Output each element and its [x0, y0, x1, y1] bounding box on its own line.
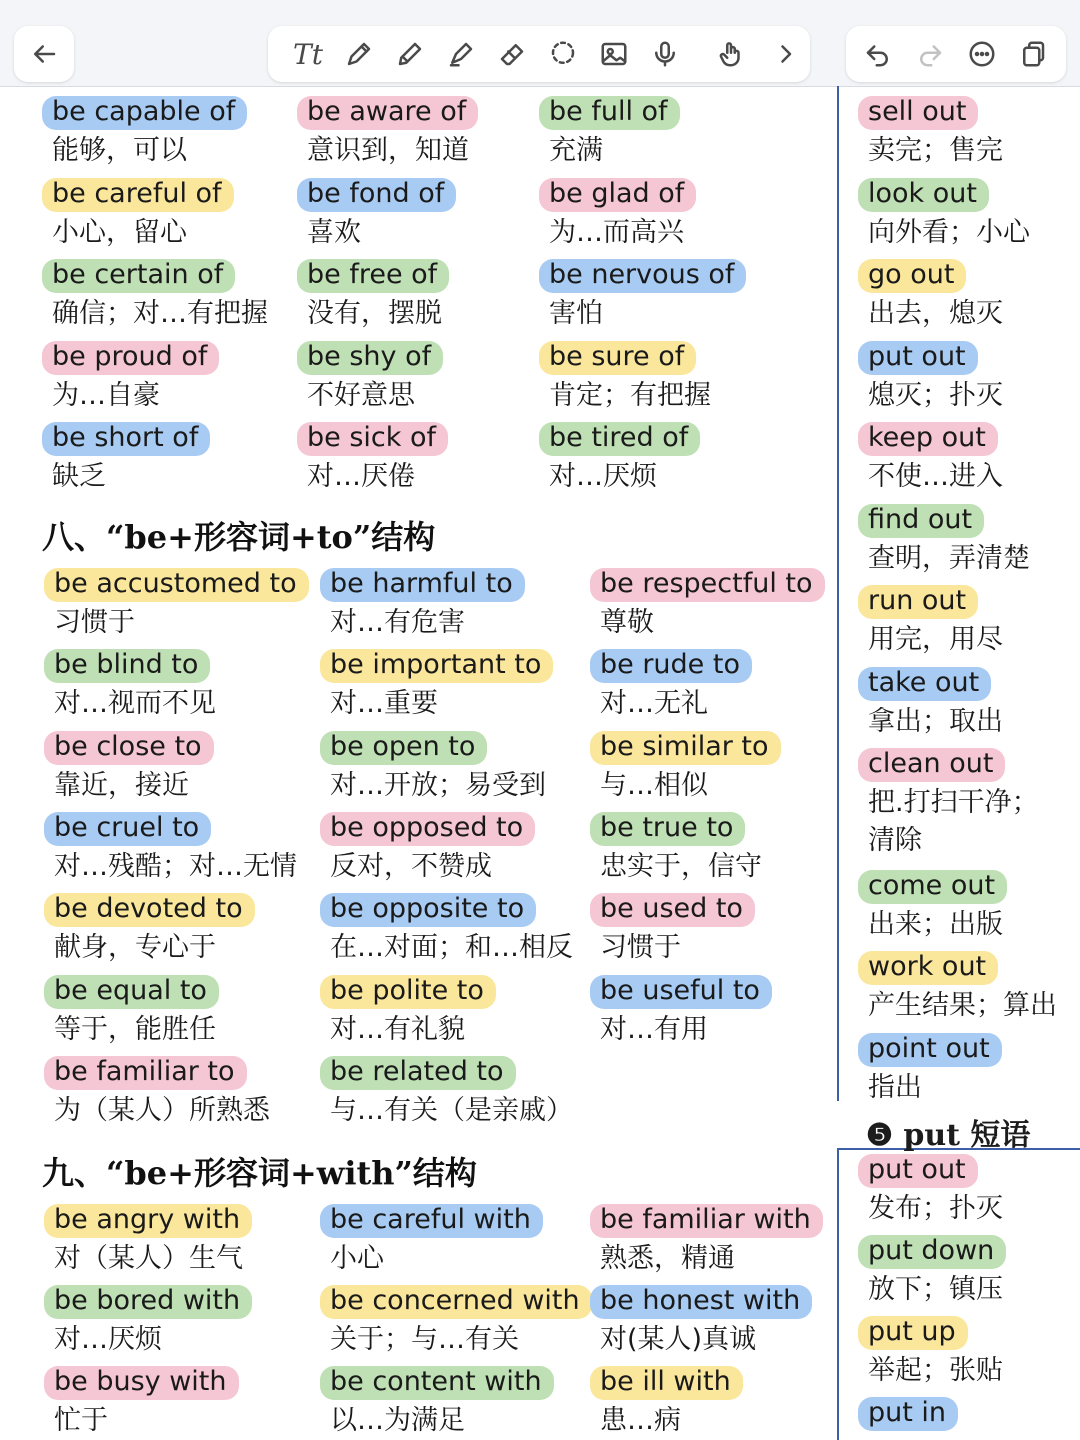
phrase-chinese: 产生结果；算出 — [868, 990, 1057, 1021]
phrase-chinese: 害怕 — [549, 298, 603, 329]
phrase-english: be respectful to — [590, 568, 825, 602]
phrase-entry — [44, 1056, 270, 1128]
phrase-chinese: 缺乏 — [52, 461, 106, 492]
eraser-tool-button[interactable] — [492, 30, 532, 78]
phrase-chinese: 以…为满足 — [330, 1405, 465, 1436]
phrase-english: find out — [858, 504, 984, 538]
phrase-entry — [858, 504, 1030, 576]
redo-icon — [915, 39, 945, 69]
phrase-entry — [42, 422, 210, 494]
image-tool-button[interactable] — [594, 30, 634, 78]
phrase-entry — [858, 951, 1057, 1023]
phrase-english: go out — [858, 259, 966, 293]
phrase-english: be accustomed to — [44, 568, 309, 602]
phrase-entry — [858, 178, 1030, 250]
phrase-chinese: 把.打扫干净； — [868, 787, 1039, 818]
more-button[interactable] — [962, 30, 1002, 78]
phrase-chinese: 在…对面；和…相反 — [330, 932, 573, 964]
phrase-entry — [44, 812, 297, 884]
phrase-entry — [858, 1235, 1006, 1307]
heading-be-adj-to: 八、“be+形容词+to”结构 — [42, 518, 436, 556]
phrase-entry — [590, 649, 752, 721]
phrase-entry — [590, 1204, 823, 1276]
phrase-chinese: 对…有礼貌 — [330, 1013, 465, 1045]
phrase-chinese: 发布；扑灭 — [868, 1193, 1003, 1224]
phrase-english: be opposed to — [320, 812, 535, 846]
phrase-english: be familiar to — [44, 1056, 247, 1090]
phrase-entry — [44, 649, 216, 721]
phrase-chinese: 放下；镇压 — [868, 1274, 1003, 1305]
phrase-chinese: 患…病 — [600, 1405, 681, 1436]
phrase-english: be shy of — [297, 341, 443, 375]
phrase-english: be close to — [44, 731, 214, 765]
phrase-english: put in — [858, 1397, 958, 1431]
phrase-english: be sick of — [297, 422, 448, 456]
phrase-entry — [44, 1204, 252, 1276]
phrase-chinese: 熟悉，精通 — [600, 1243, 735, 1274]
phrase-english: be concerned with — [320, 1285, 592, 1319]
phrase-entry — [297, 259, 449, 331]
phrase-entry — [858, 96, 1003, 168]
phrase-english: be cruel to — [44, 812, 211, 846]
phrase-english: be bored with — [44, 1285, 252, 1319]
phrase-english: be nervous of — [539, 259, 746, 293]
phrase-entry — [297, 341, 443, 413]
column-divider-lower — [837, 1148, 839, 1440]
phrase-english: be harmful to — [320, 568, 525, 602]
phrase-chinese: 反对，不赞成 — [330, 850, 492, 882]
phrase-entry — [320, 731, 546, 803]
phrase-entry — [320, 649, 553, 721]
phrase-chinese: 对…开放；易受到 — [330, 769, 546, 801]
phrase-english: keep out — [858, 422, 998, 456]
phrase-chinese: 查明，弄清楚 — [868, 542, 1030, 574]
phrase-english: be free of — [297, 259, 449, 293]
phrase-entry — [44, 568, 309, 640]
phrase-english: be tired of — [539, 422, 700, 456]
phrase-english: work out — [858, 951, 998, 985]
phrase-english: be related to — [320, 1056, 516, 1090]
phrase-english: come out — [858, 870, 1007, 904]
back-button[interactable] — [14, 26, 74, 82]
phrase-english: be important to — [320, 649, 553, 683]
text-tool-icon: Tt — [293, 37, 323, 71]
phrase-chinese-cont: 清除 — [868, 825, 922, 856]
phrase-chinese: 用完，用尽 — [868, 624, 1003, 655]
toolbar — [0, 0, 1080, 87]
undo-icon — [863, 39, 893, 69]
phrase-english: be full of — [539, 96, 680, 130]
phrase-entry — [44, 731, 214, 803]
phrase-entry — [858, 1033, 1002, 1105]
phrase-english: look out — [858, 178, 989, 212]
pen-tool-button[interactable] — [339, 30, 379, 78]
phrase-english: be proud of — [42, 341, 219, 375]
more-tools-button[interactable] — [765, 30, 805, 78]
phrase-chinese: 为…自豪 — [52, 379, 160, 411]
phrase-english: be used to — [590, 893, 755, 927]
phrase-chinese: 向外看；小心 — [868, 216, 1030, 248]
pencil-icon — [395, 39, 425, 69]
phrase-chinese: 肯定；有把握 — [549, 379, 711, 411]
phrase-chinese: 为（某人）所熟悉 — [54, 1094, 270, 1126]
phrase-chinese: 卖完；售完 — [868, 135, 1003, 166]
phrase-chinese: 充满 — [549, 135, 603, 166]
phrase-chinese: 忙于 — [54, 1405, 108, 1436]
phrase-english: be aware of — [297, 96, 478, 130]
phrase-entry — [297, 96, 478, 168]
pencil-tool-button[interactable] — [390, 30, 430, 78]
phrase-entry — [320, 1285, 592, 1357]
phrase-english: be opposite to — [320, 893, 536, 927]
phrase-entry — [320, 1056, 573, 1128]
phrase-english: clean out — [858, 748, 1005, 782]
phrase-entry — [590, 812, 762, 884]
lasso-tool-button[interactable] — [543, 30, 583, 78]
phrase-entry — [590, 1285, 812, 1357]
phrase-chinese: 没有，摆脱 — [307, 298, 442, 329]
phrase-chinese: 等于，能胜任 — [54, 1013, 216, 1045]
phrase-entry — [297, 178, 456, 250]
phrase-entry — [539, 178, 696, 250]
mic-tool-button[interactable] — [645, 30, 685, 78]
phrase-chinese: 出去，熄灭 — [868, 298, 1003, 329]
phrase-chinese: 小心，留心 — [52, 216, 187, 248]
phrase-english: run out — [858, 585, 978, 619]
phrase-chinese: 与…有关（是亲戚） — [330, 1094, 573, 1126]
phrase-chinese: 关于；与…有关 — [330, 1324, 519, 1355]
phrase-entry — [590, 893, 755, 965]
phrase-entry — [590, 568, 825, 640]
image-icon — [599, 39, 629, 69]
phrase-chinese: 对…厌倦 — [307, 461, 415, 492]
phrase-entry — [858, 259, 1003, 331]
phrase-entry — [858, 870, 1007, 942]
highlighter-icon — [446, 39, 476, 69]
chevron-right-icon — [770, 39, 800, 69]
phrase-english: be open to — [320, 731, 487, 765]
mic-icon — [650, 39, 680, 69]
column-divider — [837, 86, 839, 1101]
phrase-entry — [590, 1366, 743, 1438]
phrase-entry — [858, 667, 1003, 739]
phrase-entry — [42, 96, 247, 168]
phrase-chinese: 对…有用 — [600, 1013, 708, 1045]
phrase-entry — [590, 731, 781, 803]
phrase-chinese: 对…残酷；对…无情 — [54, 850, 297, 882]
phrase-chinese: 喜欢 — [307, 216, 361, 248]
phrase-english: put out — [858, 341, 978, 375]
phrase-entry — [858, 422, 1003, 494]
pages-icon — [1018, 39, 1048, 69]
phrase-entry — [858, 1316, 1003, 1388]
phrase-chinese: 小心 — [330, 1243, 384, 1274]
phrase-english: be devoted to — [44, 893, 255, 927]
eraser-icon — [497, 39, 527, 69]
phrase-entry — [320, 568, 525, 640]
pen-icon — [344, 39, 374, 69]
phrase-english: put down — [858, 1235, 1006, 1269]
phrase-chinese: 尊敬 — [600, 607, 654, 638]
phrase-entry — [320, 1366, 554, 1438]
phrase-english: be capable of — [42, 96, 247, 130]
phrase-entry — [42, 341, 219, 413]
phrase-english: be content with — [320, 1366, 554, 1400]
phrase-english: be familiar with — [590, 1204, 823, 1238]
phrase-english: be fond of — [297, 178, 456, 212]
phrase-chinese: 与…相似 — [600, 769, 708, 801]
phrase-chinese: 对…厌烦 — [549, 461, 657, 492]
phrase-chinese: 出来；出版 — [868, 908, 1003, 940]
phrase-english: point out — [858, 1033, 1002, 1067]
phrase-chinese: 举起；张贴 — [868, 1355, 1003, 1386]
phrase-english: be similar to — [590, 731, 781, 765]
phrase-english: put up — [858, 1316, 968, 1350]
phrase-chinese: 确信；对…有把握 — [52, 298, 268, 329]
heading-be-adj-with: 九、“be+形容词+with”结构 — [42, 1154, 477, 1192]
phrase-english: be equal to — [44, 975, 219, 1009]
phrase-english: be rude to — [590, 649, 752, 683]
phrase-chinese: 不使…进入 — [868, 461, 1003, 492]
phrase-chinese: 对…视而不见 — [54, 688, 216, 720]
phrase-chinese: 拿出；取出 — [868, 705, 1003, 737]
phrase-chinese: 能够，可以 — [52, 135, 187, 166]
phrase-entry — [44, 1285, 252, 1357]
phrase-chinese: 靠近，接近 — [54, 769, 189, 801]
phrase-chinese: 对(某人)真诚 — [600, 1324, 757, 1355]
phrase-english: sell out — [858, 96, 978, 130]
phrase-chinese: 对…有危害 — [330, 607, 465, 638]
phrase-english: put out — [858, 1154, 978, 1188]
phrase-english: be careful of — [42, 178, 234, 212]
phrase-english: be sure of — [539, 341, 696, 375]
phrase-chinese: 对（某人）生气 — [54, 1243, 243, 1274]
phrase-entry — [320, 893, 573, 965]
phrase-entry — [858, 1154, 1003, 1226]
phrase-chinese: 习惯于 — [600, 932, 681, 964]
phrase-english: be true to — [590, 812, 745, 846]
pages-button[interactable] — [1013, 30, 1053, 78]
phrase-chinese: 指出 — [868, 1071, 922, 1103]
phrase-entry — [539, 341, 711, 413]
phrase-entry — [539, 259, 746, 331]
phrase-chinese: 对…厌烦 — [54, 1324, 162, 1355]
phrase-entry — [44, 1366, 239, 1438]
phrase-entry — [320, 1204, 543, 1276]
phrase-english: be certain of — [42, 259, 235, 293]
heading-put-phrases: ❺ put 短语 — [866, 1118, 1031, 1153]
phrase-entry — [297, 422, 448, 494]
phrase-chinese: 意识到，知道 — [307, 135, 469, 166]
touch-tool-button[interactable] — [711, 30, 751, 78]
text-tool-button[interactable] — [288, 30, 328, 78]
phrase-english: be useful to — [590, 975, 772, 1009]
phrase-entry — [42, 259, 268, 331]
phrase-entry — [42, 178, 234, 250]
phrase-entry — [858, 585, 1003, 657]
phrase-english: take out — [858, 667, 991, 701]
phrase-entry — [44, 975, 219, 1047]
phrase-entry — [539, 96, 680, 168]
phrase-chinese: 对…无礼 — [600, 688, 708, 720]
phrase-chinese: 忠实于，信守 — [600, 850, 762, 882]
phrase-english: be careful with — [320, 1204, 543, 1238]
phrase-english: be ill with — [590, 1366, 743, 1400]
redo-button[interactable] — [910, 30, 950, 78]
phrase-entry — [858, 1397, 958, 1431]
phrase-chinese: 献身，专心于 — [54, 932, 216, 964]
phrase-english: be honest with — [590, 1285, 812, 1319]
more-icon — [967, 39, 997, 69]
phrase-chinese: 熄灭；扑灭 — [868, 379, 1003, 411]
phrase-chinese: 习惯于 — [54, 607, 135, 638]
phrase-entry — [320, 812, 535, 884]
phrase-entry — [44, 893, 255, 965]
phrase-entry — [590, 975, 772, 1047]
phrase-english: be angry with — [44, 1204, 252, 1238]
highlighter-tool-button[interactable] — [441, 30, 481, 78]
lasso-icon — [548, 39, 578, 69]
phrase-chinese: 不好意思 — [307, 379, 415, 411]
phrase-entry — [320, 975, 496, 1047]
phrase-english: be polite to — [320, 975, 496, 1009]
phrase-english: be short of — [42, 422, 210, 456]
phrase-entry — [858, 341, 1003, 413]
hand-touch-icon — [716, 39, 746, 69]
phrase-entry — [858, 748, 1039, 858]
phrase-entry — [539, 422, 700, 494]
phrase-english: be blind to — [44, 649, 210, 683]
phrase-english: be busy with — [44, 1366, 239, 1400]
phrase-chinese: 为…而高兴 — [549, 216, 684, 248]
phrase-chinese: 对…重要 — [330, 688, 438, 720]
phrase-english: be glad of — [539, 178, 696, 212]
undo-button[interactable] — [858, 30, 898, 78]
arrow-left-icon — [29, 39, 59, 69]
